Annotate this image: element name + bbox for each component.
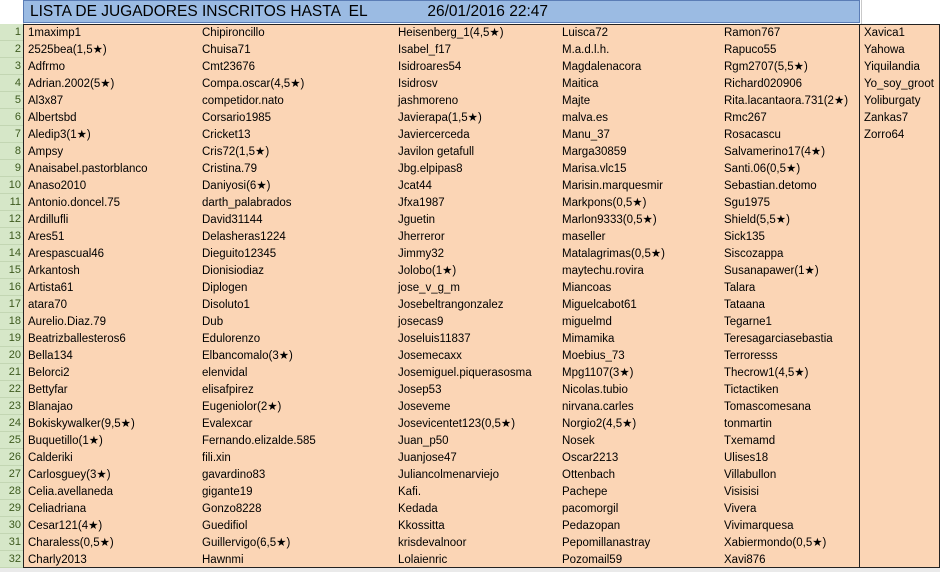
row-number[interactable]: 22	[0, 381, 23, 398]
player-cell[interactable]: David31144	[202, 214, 263, 226]
player-cell[interactable]: Terroresss	[724, 350, 778, 362]
player-cell[interactable]: nirvana.carles	[562, 401, 634, 413]
corner-cell[interactable]	[0, 0, 24, 24]
player-cell[interactable]: Tegarne1	[724, 316, 772, 328]
player-cell[interactable]: Sick135	[724, 231, 765, 243]
player-cell[interactable]: Belorci2	[28, 367, 70, 379]
player-cell[interactable]: Pedazopan	[562, 520, 621, 532]
player-cell[interactable]: Arespascual46	[28, 248, 105, 260]
player-cell[interactable]: Nosek	[562, 435, 595, 447]
player-cell[interactable]: miguelmd	[562, 316, 612, 328]
player-cell[interactable]: Sebastian.detomo	[724, 180, 817, 192]
player-cell[interactable]: Jherreror	[398, 231, 445, 243]
player-cell[interactable]: Isidrosv	[398, 78, 438, 90]
player-cell[interactable]: Marlon9333(0,5★)	[562, 214, 657, 226]
row-number[interactable]: 24	[0, 415, 23, 432]
row-number[interactable]: 27	[0, 466, 23, 483]
row-number[interactable]: 7	[0, 126, 23, 143]
player-column-3	[394, 25, 558, 569]
row-number[interactable]: 4	[0, 75, 23, 92]
player-cell[interactable]: Xavi876	[724, 554, 766, 566]
player-cell[interactable]: Vivimarquesa	[724, 520, 794, 532]
player-cell[interactable]: Isidroares54	[398, 61, 462, 73]
player-cell[interactable]: Sgu1975	[724, 197, 771, 209]
player-cell[interactable]: Dieguito12345	[202, 248, 277, 260]
row-number[interactable]: 5	[0, 92, 23, 109]
bottom-edge	[0, 568, 940, 572]
player-cell[interactable]: Celiadriana	[28, 503, 87, 515]
player-cell[interactable]: Nicolas.tubio	[562, 384, 628, 396]
player-cell[interactable]: Javiercerceda	[398, 129, 470, 141]
player-cell[interactable]: Moebius_73	[562, 350, 625, 362]
player-cell[interactable]: Dionisiodiaz	[202, 265, 265, 277]
player-cell[interactable]: Buquetillo(1★)	[28, 435, 103, 447]
player-cell[interactable]: Josevicentet123(0,5★)	[398, 418, 516, 430]
player-cell[interactable]: Disoluto1	[202, 299, 250, 311]
player-column-4	[558, 25, 720, 569]
player-cell[interactable]: Guillervigo(6,5★)	[202, 537, 291, 549]
player-cell[interactable]: Yahowa	[864, 44, 905, 56]
player-cell[interactable]: Jbg.elpipas8	[398, 163, 463, 175]
player-cell[interactable]: Majte	[562, 95, 591, 107]
player-cell[interactable]: Ampsy	[28, 146, 64, 158]
player-cell[interactable]: Miancoas	[562, 282, 612, 294]
player-cell[interactable]: Diplogen	[202, 282, 248, 294]
player-cell[interactable]: Tomascomesana	[724, 401, 811, 413]
player-cell[interactable]: Chipironcillo	[202, 27, 265, 39]
player-cell[interactable]: Cricket13	[202, 129, 251, 141]
player-cell[interactable]: Pachepe	[562, 486, 608, 498]
player-cell[interactable]: maseller	[562, 231, 606, 243]
player-cell[interactable]: Xavica1	[864, 27, 905, 39]
row-number[interactable]: 21	[0, 364, 23, 381]
player-cell[interactable]: Cris72(1,5★)	[202, 146, 270, 158]
player-cell[interactable]: malva.es	[562, 112, 609, 124]
player-cell[interactable]: elenvidal	[202, 367, 248, 379]
player-cell[interactable]: Eugeniolor(2★)	[202, 401, 282, 413]
player-cell[interactable]: josecas9	[398, 316, 444, 328]
player-cell[interactable]: Kedada	[398, 503, 438, 515]
player-cell[interactable]: Kkossitta	[398, 520, 445, 532]
player-cell[interactable]: darth_palabrados	[202, 197, 292, 209]
row-number[interactable]: 12	[0, 211, 23, 228]
player-cell[interactable]: fili.xin	[202, 452, 231, 464]
player-cell[interactable]: Marga30859	[562, 146, 627, 158]
player-cell[interactable]: Villabullon	[724, 469, 777, 481]
player-cell[interactable]: Heisenberg_1(4,5★)	[398, 27, 504, 39]
player-cell[interactable]: Ares51	[28, 231, 65, 243]
player-cell[interactable]: Jguetin	[398, 214, 436, 226]
player-cell[interactable]: Edulorenzo	[202, 333, 261, 345]
row-number[interactable]: 6	[0, 109, 23, 126]
player-cell[interactable]: Manu_37	[562, 129, 610, 141]
player-cell[interactable]: Ulises18	[724, 452, 769, 464]
player-cell[interactable]: Jimmy32	[398, 248, 445, 260]
player-cell[interactable]: pacomorgil	[562, 503, 619, 515]
player-cell[interactable]: Xabiermondo(0,5★)	[724, 537, 827, 549]
player-cell[interactable]: Anaso2010	[28, 180, 87, 192]
player-cell[interactable]: Rosacascu	[724, 129, 781, 141]
player-column-1	[24, 25, 198, 569]
player-cell[interactable]: Oscar2213	[562, 452, 619, 464]
player-cell[interactable]: Juanjose47	[398, 452, 457, 464]
player-cell[interactable]: Josemiguel.piquerasosma	[398, 367, 532, 379]
player-cell[interactable]: Vivera	[724, 503, 757, 515]
extra-player-column	[860, 24, 940, 568]
player-cell[interactable]: Guedifiol	[202, 520, 248, 532]
player-cell[interactable]: Ramon767	[724, 27, 781, 39]
player-cell[interactable]: elisafpirez	[202, 384, 254, 396]
player-cell[interactable]: Josep53	[398, 384, 442, 396]
player-cell[interactable]: Calderiki	[28, 452, 73, 464]
player-cell[interactable]: Cristina.79	[202, 163, 257, 175]
player-cell[interactable]: Pozomail59	[562, 554, 623, 566]
player-cell[interactable]: tonmartin	[724, 418, 772, 430]
player-cell[interactable]: Isabel_f17	[398, 44, 452, 56]
player-cell[interactable]: Mimamika	[562, 333, 615, 345]
player-cell[interactable]: Txemamd	[724, 435, 776, 447]
player-cell[interactable]: Chuisa71	[202, 44, 251, 56]
row-number[interactable]: 25	[0, 432, 23, 449]
player-cell[interactable]: Jcat44	[398, 180, 432, 192]
player-cell[interactable]: Miguelcabot61	[562, 299, 637, 311]
row-number[interactable]: 15	[0, 262, 23, 279]
player-cell[interactable]: Juan_p50	[398, 435, 449, 447]
row-number[interactable]: 11	[0, 194, 23, 211]
player-cell[interactable]: Javilon getafull	[398, 146, 475, 158]
player-cell[interactable]: Artista61	[28, 282, 74, 294]
player-cell[interactable]: Celia.avellaneda	[28, 486, 114, 498]
player-cell[interactable]: atara70	[28, 299, 68, 311]
row-number[interactable]: 20	[0, 347, 23, 364]
player-cell[interactable]: Salvamerino17(4★)	[724, 146, 826, 158]
player-cell[interactable]: Jolobo(1★)	[398, 265, 457, 277]
player-cell[interactable]: Bettyfar	[28, 384, 68, 396]
player-cell[interactable]: Siscozappa	[724, 248, 784, 260]
player-cell[interactable]: Adrian.2002(5★)	[28, 78, 115, 90]
player-cell[interactable]: Blanajao	[28, 401, 73, 413]
player-cell[interactable]: Beatrizballesteros6	[28, 333, 126, 345]
row-number[interactable]: 31	[0, 534, 23, 551]
player-cell[interactable]: krisdevalnoor	[398, 537, 467, 549]
player-cell[interactable]: Marisa.vlc15	[562, 163, 627, 175]
player-cell[interactable]: Norgio2(4,5★)	[562, 418, 637, 430]
row-number[interactable]: 9	[0, 160, 23, 177]
row-number[interactable]: 16	[0, 279, 23, 296]
player-cell[interactable]: Evalexcar	[202, 418, 253, 430]
row-number[interactable]: 1	[0, 24, 23, 41]
row-number[interactable]: 14	[0, 245, 23, 262]
player-cell[interactable]: Aurelio.Diaz.79	[28, 316, 106, 328]
player-cell[interactable]: Carlosguey(3★)	[28, 469, 111, 481]
player-cell[interactable]: Al3x87	[28, 95, 64, 107]
player-cell[interactable]: jashmoreno	[398, 95, 459, 107]
player-cell[interactable]: Corsario1985	[202, 112, 272, 124]
player-cell[interactable]: Pepomillanastray	[562, 537, 651, 549]
row-number[interactable]: 23	[0, 398, 23, 415]
player-cell[interactable]: 2525bea(1,5★)	[28, 44, 107, 56]
player-cell[interactable]: Visisisi	[724, 486, 759, 498]
player-cell[interactable]: Cesar121(4★)	[28, 520, 103, 532]
player-cell[interactable]: jose_v_g_m	[398, 282, 461, 294]
player-cell[interactable]: Tataana	[724, 299, 765, 311]
player-cell[interactable]: Yiquilandia	[864, 61, 920, 73]
player-cell[interactable]: Compa.oscar(4,5★)	[202, 78, 305, 90]
player-cell[interactable]: Teresagarciasebastia	[724, 333, 833, 345]
row-number[interactable]: 2	[0, 41, 23, 58]
row-number[interactable]: 3	[0, 58, 23, 75]
player-cell[interactable]: Susanapawer(1★)	[724, 265, 819, 277]
player-cell[interactable]: Javierapa(1,5★)	[398, 112, 482, 124]
player-cell[interactable]: Markpons(0,5★)	[562, 197, 647, 209]
row-number[interactable]: 30	[0, 517, 23, 534]
row-number-column	[0, 24, 23, 568]
player-cell[interactable]: Anaisabel.pastorblanco	[28, 163, 148, 175]
player-cell[interactable]: Delasheras1224	[202, 231, 286, 243]
player-cell[interactable]: Talara	[724, 282, 756, 294]
player-cell[interactable]: Rgm2707(5,5★)	[724, 61, 808, 73]
player-cell[interactable]: Yo_soy_groot	[864, 78, 934, 90]
player-cell[interactable]: Richard020906	[724, 78, 803, 90]
player-cell[interactable]: M.a.d.l.h.	[562, 44, 610, 56]
player-cell[interactable]: Dub	[202, 316, 224, 328]
row-number[interactable]: 26	[0, 449, 23, 466]
player-cell[interactable]: Josemecaxx	[398, 350, 462, 362]
player-cell[interactable]: Zorro64	[864, 129, 905, 141]
row-number[interactable]: 10	[0, 177, 23, 194]
player-cell[interactable]: Gonzo8228	[202, 503, 262, 515]
player-cell[interactable]: Santi.06(0,5★)	[724, 163, 801, 175]
player-cell[interactable]: Fernando.elizalde.585	[202, 435, 316, 447]
player-cell[interactable]: Juliancolmenarviejo	[398, 469, 499, 481]
player-cell[interactable]: Thecrow1(4,5★)	[724, 367, 809, 379]
player-cell[interactable]: Kafi.	[398, 486, 422, 498]
player-cell[interactable]: Albertsbd	[28, 112, 77, 124]
player-column-5	[720, 25, 860, 569]
player-cell[interactable]: Hawnmi	[202, 554, 244, 566]
player-cell[interactable]: Aledip3(1★)	[28, 129, 91, 141]
header-row	[0, 0, 940, 24]
player-cell[interactable]: Bella134	[28, 350, 73, 362]
sheet-title[interactable]: LISTA DE JUGADORES INSCRITOS HASTA EL 26/01/2016 22:47	[23, 0, 860, 23]
player-cell[interactable]: Joseluis11837	[398, 333, 471, 345]
player-cell[interactable]: Arkantosh	[28, 265, 80, 277]
player-cell[interactable]: Charly2013	[28, 554, 87, 566]
player-cell[interactable]: Daniyosi(6★)	[202, 180, 271, 192]
player-cell[interactable]: Mpg1107(3★)	[562, 367, 634, 379]
player-cell[interactable]: gavardino83	[202, 469, 266, 481]
player-cell[interactable]: gigante19	[202, 486, 253, 498]
row-number[interactable]: 17	[0, 296, 23, 313]
row-number[interactable]: 32	[0, 551, 23, 568]
row-number[interactable]: 28	[0, 483, 23, 500]
player-cell[interactable]: Elbancomalo(3★)	[202, 350, 293, 362]
player-cell[interactable]: maytechu.rovira	[562, 265, 644, 277]
player-cell[interactable]: Antonio.doncel.75	[28, 197, 121, 209]
player-cell[interactable]: Charaless(0,5★)	[28, 537, 114, 549]
player-cell[interactable]: Yoliburgaty	[864, 95, 921, 107]
player-cell[interactable]: Ottenbach	[562, 469, 616, 481]
player-cell[interactable]: Rita.lacantaora.731(2★)	[724, 95, 849, 107]
row-number[interactable]: 29	[0, 500, 23, 517]
row-number[interactable]: 18	[0, 313, 23, 330]
player-cell[interactable]: Jfxa1987	[398, 197, 445, 209]
player-cell[interactable]: Joseveme	[398, 401, 451, 413]
player-cell[interactable]: Luisca72	[562, 27, 609, 39]
player-cell[interactable]: Bokiskywalker(9,5★)	[28, 418, 135, 430]
row-number[interactable]: 8	[0, 143, 23, 160]
player-cell[interactable]: Zankas7	[864, 112, 909, 124]
player-cell[interactable]: competidor.nato	[202, 95, 284, 107]
empty-header-cell[interactable]	[861, 0, 940, 24]
row-number[interactable]: 13	[0, 228, 23, 245]
player-cell[interactable]: Cmt23676	[202, 61, 256, 73]
player-cell[interactable]: Magdalenacora	[562, 61, 642, 73]
player-grid	[23, 24, 860, 568]
player-cell[interactable]: Matalagrimas(0,5★)	[562, 248, 665, 260]
player-cell[interactable]: Ardillufli	[28, 214, 69, 226]
player-cell[interactable]: Tictactiken	[724, 384, 779, 396]
player-cell[interactable]: Rapuco55	[724, 44, 777, 56]
player-cell[interactable]: Lolaienric	[398, 554, 448, 566]
player-cell[interactable]: 1maximp1	[28, 27, 82, 39]
player-cell[interactable]: Rmc267	[724, 112, 767, 124]
player-cell[interactable]: Josebeltrangonzalez	[398, 299, 504, 311]
player-cell[interactable]: Marisin.marquesmir	[562, 180, 663, 192]
player-column-2	[198, 25, 394, 569]
row-number[interactable]: 19	[0, 330, 23, 347]
player-cell[interactable]: Maitica	[562, 78, 599, 90]
player-cell[interactable]: Shield(5,5★)	[724, 214, 790, 226]
player-cell[interactable]: Adfrmo	[28, 61, 66, 73]
